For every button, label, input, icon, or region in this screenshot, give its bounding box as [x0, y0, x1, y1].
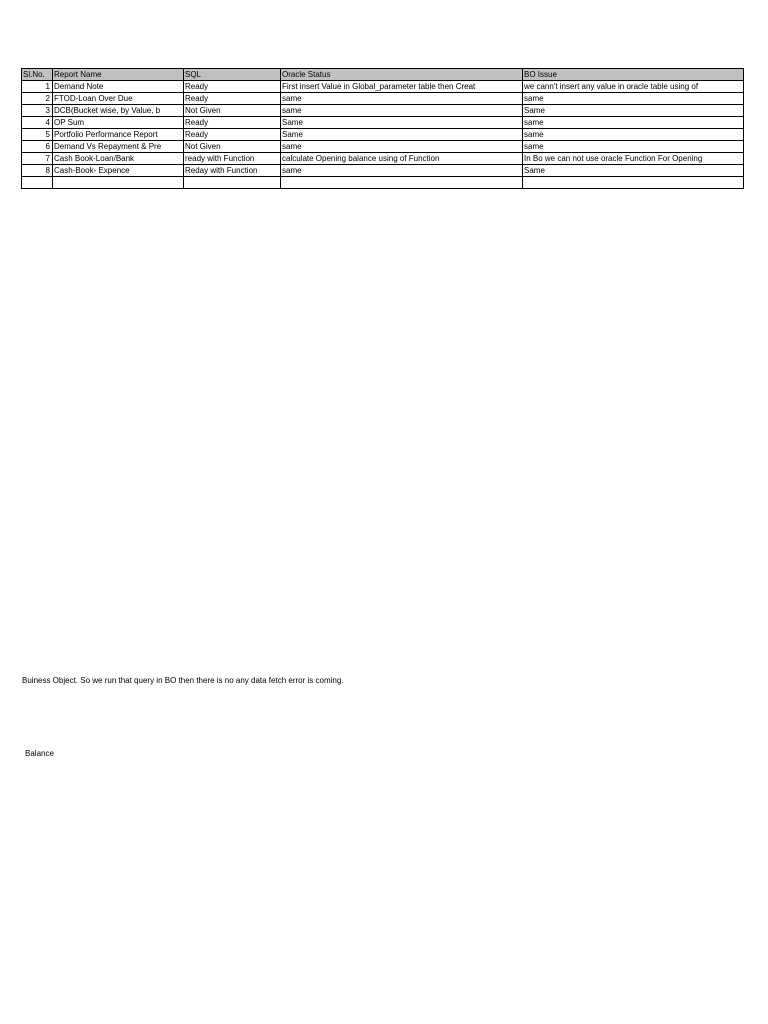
- table-row: [22, 141, 744, 153]
- header-sql[interactable]: SQL: [184, 69, 281, 81]
- cell-report-name[interactable]: FTOD-Loan Over Due: [53, 93, 184, 105]
- cell-sql[interactable]: Not Given: [184, 105, 281, 117]
- cell-sql[interactable]: Reday with Function: [184, 165, 281, 177]
- cell-report-name[interactable]: DCB(Bucket wise, by Value, b: [53, 105, 184, 117]
- cell-oracle-status[interactable]: same: [281, 141, 523, 153]
- cell-sql[interactable]: Ready: [184, 81, 281, 93]
- cell-sql[interactable]: Ready: [184, 117, 281, 129]
- cell-bo-issue[interactable]: same: [523, 117, 744, 129]
- header-sl-no[interactable]: Sl.No.: [22, 69, 53, 81]
- cell-bo-issue[interactable]: Same: [523, 105, 744, 117]
- cell-sl-no[interactable]: 1: [22, 81, 53, 93]
- cell-report-name[interactable]: OP Sum: [53, 117, 184, 129]
- cell-sql[interactable]: [184, 177, 281, 189]
- cell-sl-no[interactable]: 5: [22, 129, 53, 141]
- cell-report-name[interactable]: Demand Vs Repayment & Pre: [53, 141, 184, 153]
- cell-oracle-status[interactable]: Same: [281, 129, 523, 141]
- cell-report-name[interactable]: Cash-Book- Expence: [53, 165, 184, 177]
- cell-sl-no[interactable]: 6: [22, 141, 53, 153]
- cell-oracle-status[interactable]: [281, 177, 523, 189]
- cell-sql[interactable]: ready with Function: [184, 153, 281, 165]
- cell-report-name[interactable]: Portfolio Performance Report: [53, 129, 184, 141]
- cell-bo-issue[interactable]: we cann't insert any value in oracle table using of: [523, 81, 744, 93]
- table-row-empty: [22, 177, 744, 189]
- cell-bo-issue[interactable]: In Bo we can not use oracle Function For Opening: [523, 153, 744, 165]
- cell-oracle-status[interactable]: same: [281, 105, 523, 117]
- table-row: [22, 153, 744, 165]
- cell-oracle-status[interactable]: same: [281, 165, 523, 177]
- header-bo-issue[interactable]: BO Issue: [523, 69, 744, 81]
- table-row: [22, 93, 744, 105]
- table-row: [22, 81, 744, 93]
- cell-oracle-status[interactable]: First insert Value in Global_parameter table then Creat: [281, 81, 523, 93]
- header-oracle-status[interactable]: Oracle Status: [281, 69, 523, 81]
- table-row: [22, 105, 744, 117]
- cell-report-name[interactable]: Demand Note: [53, 81, 184, 93]
- cell-oracle-status[interactable]: calculate Opening balance using of Function: [281, 153, 523, 165]
- cell-sl-no[interactable]: 4: [22, 117, 53, 129]
- overflow-note-line-1: Buiness Object. So we run that query in BO then there is no any data fetch error is coming.: [22, 676, 344, 685]
- table-row: [22, 165, 744, 177]
- cell-bo-issue[interactable]: Same: [523, 165, 744, 177]
- cell-sl-no[interactable]: [22, 177, 53, 189]
- cell-sl-no[interactable]: 7: [22, 153, 53, 165]
- cell-bo-issue[interactable]: same: [523, 93, 744, 105]
- table-row: [22, 129, 744, 141]
- table-row: [22, 117, 744, 129]
- cell-bo-issue[interactable]: same: [523, 141, 744, 153]
- cell-sl-no[interactable]: 8: [22, 165, 53, 177]
- cell-sl-no[interactable]: 3: [22, 105, 53, 117]
- cell-sql[interactable]: Not Given: [184, 141, 281, 153]
- cell-sql[interactable]: Ready: [184, 93, 281, 105]
- header-report-name[interactable]: Report Name: [53, 69, 184, 81]
- overflow-note-line-2: Balance: [25, 749, 54, 758]
- cell-bo-issue[interactable]: same: [523, 129, 744, 141]
- table-body: [22, 69, 744, 189]
- cell-report-name[interactable]: [53, 177, 184, 189]
- cell-sql[interactable]: Ready: [184, 129, 281, 141]
- cell-sl-no[interactable]: 2: [22, 93, 53, 105]
- cell-oracle-status[interactable]: Same: [281, 117, 523, 129]
- cell-oracle-status[interactable]: same: [281, 93, 523, 105]
- cell-report-name[interactable]: Cash Book-Loan/Bank: [53, 153, 184, 165]
- cell-bo-issue[interactable]: [523, 177, 744, 189]
- report-status-table: [21, 68, 744, 189]
- header-row: [22, 69, 744, 81]
